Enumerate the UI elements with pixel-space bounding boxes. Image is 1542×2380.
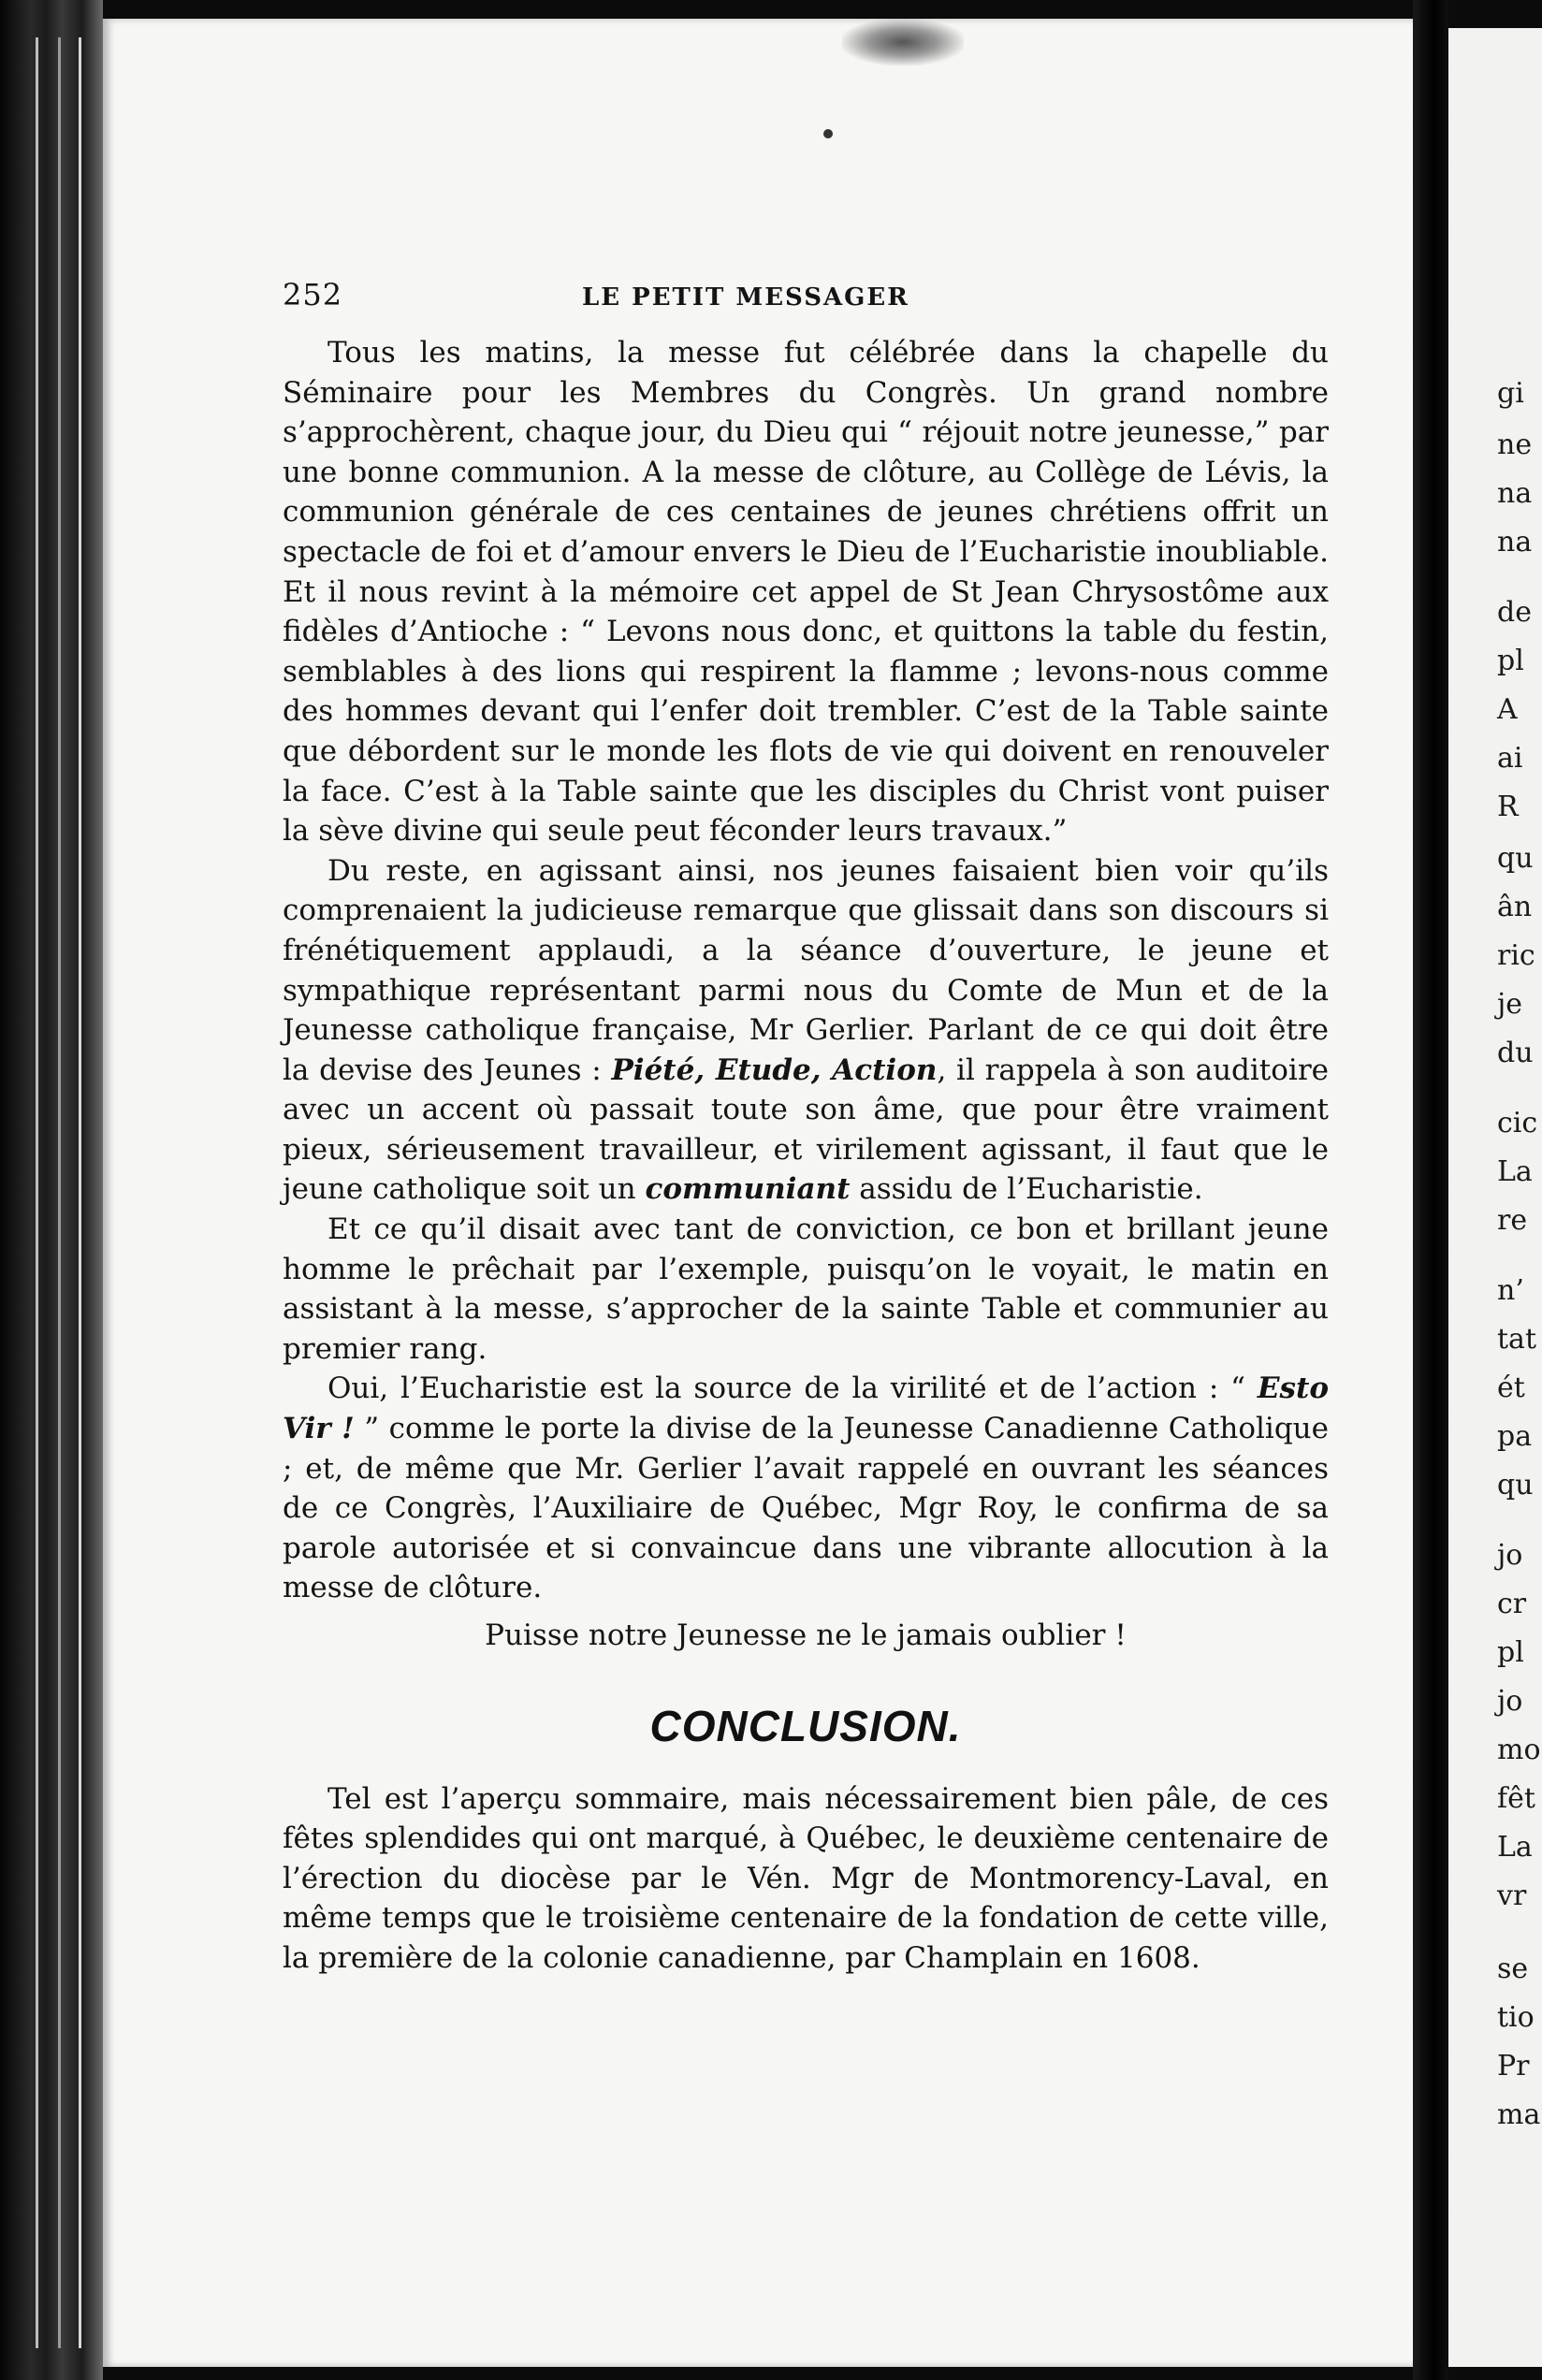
facing-page-fragment: qu <box>1497 1468 1534 1502</box>
running-head <box>283 277 1329 333</box>
facing-page-fragment: fêt <box>1497 1781 1535 1815</box>
facing-page-fragment: na <box>1497 477 1533 511</box>
facing-page-fragment: ma <box>1497 2097 1541 2131</box>
facing-page-fragment: cic <box>1497 1107 1538 1139</box>
facing-page-fragment: cr <box>1497 1587 1527 1620</box>
facing-page-fragment: na <box>1497 526 1533 559</box>
body-paragraph <box>283 1210 1329 1369</box>
facing-page-fragment: tio <box>1497 2000 1535 2034</box>
facing-page-fragment: jo <box>1497 1684 1523 1718</box>
facing-page-fragment: re <box>1497 1204 1528 1237</box>
facing-page-fragment: qu <box>1497 842 1534 876</box>
spine-edge-line <box>36 37 38 2348</box>
conclusion-body <box>283 1779 1329 1979</box>
top-smudge <box>842 19 964 65</box>
facing-page-fragment: ne <box>1497 428 1533 462</box>
body-paragraph <box>283 851 1329 1210</box>
book-spine <box>0 0 103 2380</box>
facing-page-fragment: gi <box>1497 377 1524 410</box>
facing-page-fragment: La <box>1497 1830 1533 1864</box>
facing-page-fragment: ric <box>1497 939 1535 973</box>
emphasized-text: Piété, Etude, Action <box>611 1052 938 1087</box>
facing-page-fragment: ét <box>1497 1371 1525 1404</box>
facing-page-fragment: jo <box>1497 1538 1523 1572</box>
facing-page-fragment: pa <box>1497 1419 1533 1453</box>
facing-page-fragment: je <box>1497 988 1523 1022</box>
facing-page-fragment: de <box>1497 596 1532 629</box>
body-text <box>283 333 1329 1608</box>
facing-page-fragment: mo <box>1497 1733 1541 1766</box>
facing-page-fragment: La <box>1497 1155 1533 1188</box>
spine-edge-line <box>58 37 61 2348</box>
facing-page-fragment: pl <box>1497 1635 1524 1669</box>
paragraph-text: Tous les matins, la messe fut célébrée dans la chapelle du Séminaire pour les Membres du Congrès. Un grand nombre s’approchèrent, chaque jour, du Dieu qui “ réjouit notre jeunesse,” par une bonne communion. A la messe de clôture, au Collège de Lévis, la communion générale de ces centaines de jeunes chrétiens offrit un spectacle de foi et d’amour envers le Dieu de l’Eucharistie inoubliable. Et il nous revint à la mémoire cet appel de St Jean Chrysostôme aux fidèles d’Antioche : “ Levons nous donc, et quittons la table du festin, semblables à des lions qui respirent la flamme ; levons-nous comme des hommes devant qui l’enfer doit trembler. C’est de la Table sainte que débordent sur le monde les flots de vie qui doivent en renouveler la face. C’est à la Table sainte que les disciples du Christ vont puiser la sève divine qui seule peut féconder leurs travaux.” <box>283 336 1329 849</box>
facing-page-fragment: tat <box>1497 1322 1536 1356</box>
emphasized-text: Esto Vir ! <box>283 1371 1329 1446</box>
paragraph-text: ” comme le porte la divise de la Jeunesse Canadienne Catholique ; et, de même que Mr. Gerlier l’avait rappelé en ouvrant les séances de ce Congrès, l’Auxiliaire de Québec, Mgr Roy, le confirma de sa parole autorisée et si convaincue dans une vibrante allocution à la messe de clôture. <box>283 1412 1329 1605</box>
ink-speck <box>823 129 833 138</box>
page-gutter <box>1413 0 1448 2380</box>
spine-edge-line <box>79 37 81 2348</box>
facing-page-fragment: ai <box>1497 742 1523 775</box>
facing-page-fragment: vr <box>1497 1879 1527 1912</box>
facing-page-fragment: pl <box>1497 645 1524 677</box>
body-paragraph <box>283 1369 1329 1608</box>
running-head-title: LE PETIT MESSAGER <box>582 283 909 312</box>
conclusion-paragraph: Tel est l’aperçu sommaire, mais nécessairement bien pâle, de ces fêtes splendides qui ont marqué, à Québec, le deuxième centenaire de l’érection du diocèse par le Vén. Mgr de Montmorency-Laval, en même temps que le troisième centenaire de la fondation de cette ville, la première de la colonie canadienne, par Champlain en 1608. <box>283 1781 1329 1975</box>
facing-page-fragment: A <box>1497 693 1518 726</box>
paragraph-text: Oui, l’Eucharistie est la source de la virilité et de l’action : “ <box>327 1371 1258 1406</box>
closing-line: Puisse notre Jeunesse ne le jamais oublier ! <box>485 1618 1127 1652</box>
facing-page-fragment: du <box>1497 1037 1534 1070</box>
emphasized-text: communiant <box>645 1172 851 1207</box>
paragraph-text: Du reste, en agissant ainsi, nos jeunes faisaient bien voir qu’ils comprenaient la judicieuse remarque que glissait dans son discours si frénétiquement applaudi, a la séance d’ouverture, le jeune et sympathique représentant parmi nous du Comte de Mun et de la Jeunesse catholique française, Mr Gerlier. Parlant de ce qui doit être la devise des Jeunes : <box>283 853 1329 1087</box>
paragraph-text: assidu de l’Eucharistie. <box>850 1172 1203 1207</box>
facing-page-fragment: Pr <box>1497 2049 1530 2082</box>
body-paragraph <box>283 333 1329 851</box>
page-number: 252 <box>283 277 343 312</box>
paragraph-text: Et ce qu’il disait avec tant de conviction, ce bon et brillant jeune homme le prêchait par l’exemple, puisqu’on le voyait, le matin en assistant à la messe, s’approcher de la sainte Table et communier au premier rang. <box>283 1212 1329 1366</box>
page-content <box>283 277 1329 1979</box>
paragraph-text: , il rappela à son auditoire avec un accent où passait toute son âme, que pour être vraiment pieux, sérieusement travailleur, et virilement agissant, il faut que le jeune catholique soit un <box>283 1052 1329 1207</box>
facing-page-fragment: se <box>1497 1952 1529 1985</box>
facing-page-fragment: n’ <box>1497 1273 1524 1307</box>
facing-page-fragment: ân <box>1497 891 1533 924</box>
facing-page-fragment: R <box>1497 791 1519 823</box>
section-heading: CONCLUSION. <box>649 1701 962 1750</box>
